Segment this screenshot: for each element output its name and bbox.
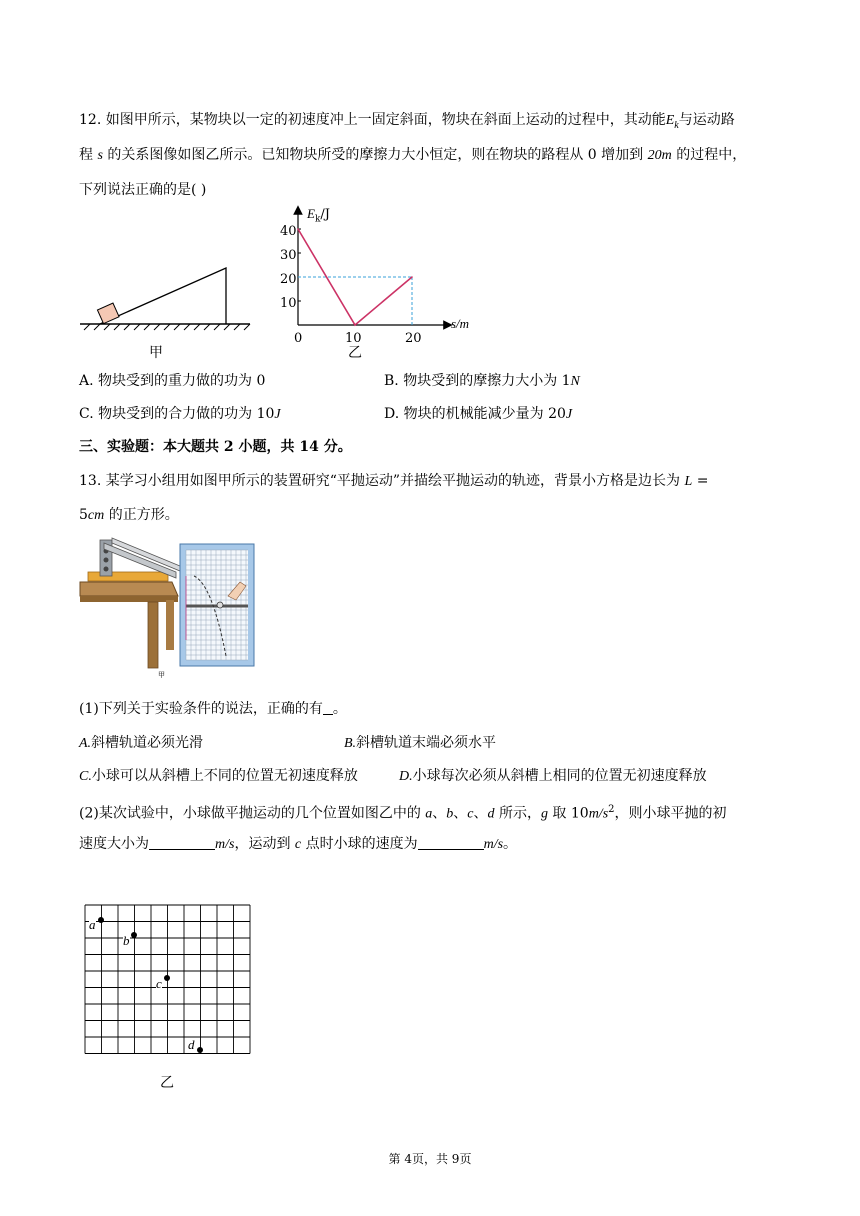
q12-line3: 下列说法正确的是( ) (79, 182, 207, 198)
graph-ylabel-sub: k (314, 214, 321, 225)
graph-xlabel-text: s/m (451, 316, 470, 331)
q13-option-d-text: 小球每次必须从斜槽上相同的位置无初速度释放 (412, 768, 707, 784)
point-b-var: b (446, 806, 454, 822)
q13-option-c-text: 小球可以从斜槽上不同的位置无初速度释放 (91, 768, 358, 784)
graph-ylabel (307, 204, 330, 230)
q13-line1 (79, 471, 708, 492)
graph-xtick-20: 20 (405, 331, 422, 346)
block (97, 303, 119, 324)
grid-board (180, 544, 254, 666)
table (80, 582, 178, 668)
q12-line2-c: 的过程中， (671, 147, 747, 163)
graph-xtick-0: 0 (294, 331, 303, 346)
point-a-var: a (425, 806, 433, 822)
q13-part2-line2 (79, 834, 517, 855)
grid-label-b: b (123, 933, 130, 948)
point-d-var: d (487, 806, 495, 822)
q13-option-b-letter: B. (344, 736, 357, 751)
q13-part2-line2-d: 。 (503, 836, 518, 852)
sep-1: 、 (432, 805, 447, 822)
graph-xlabel (451, 314, 469, 335)
q12-option-d (384, 404, 572, 425)
grid-label-c: c (156, 976, 162, 991)
ground-hatching (84, 324, 250, 330)
g-unit-exp: 2 (608, 804, 615, 815)
q13-option-c (79, 766, 358, 787)
dist-value: 20m (647, 148, 672, 163)
ek-data-point (297, 228, 299, 230)
q12-option-b (384, 371, 580, 392)
q12-line1-b: 与运动路 (678, 112, 735, 128)
q13-line2-b: 的正方形。 (104, 507, 179, 523)
q12-line2 (79, 145, 746, 166)
grid-label-d: d (188, 1037, 195, 1052)
q13-part1 (79, 699, 347, 719)
graph-ylabel-unit: /J (320, 207, 331, 222)
section-3-header: 三、实验题：本大题共 2 小题，共 14 分。 (79, 439, 352, 455)
q13-option-a (79, 733, 203, 754)
answer-blank-1[interactable] (323, 700, 333, 715)
q12-line1-a: 12. 如图甲所示，某物块以一定的初速度冲上一固定斜面，物块在斜面上运动的过程中，其动能 (79, 112, 666, 128)
ek-series-line (298, 229, 412, 325)
q12-option-d-unit: J (565, 407, 573, 422)
q12-line2-b: 的关系图像如图乙所示。已知物块所受的摩擦力大小恒定，则在物块的路程从 0 增加到 (102, 147, 648, 163)
point-d (197, 1047, 203, 1053)
q12-option-a: A. 物块受到的重力做的功为 0 (79, 373, 266, 389)
q13-option-a-text: 斜槽轨道必须光滑 (91, 735, 204, 751)
q13-part2-b: 所示， (494, 805, 541, 822)
q12-option-b-text: B. 物块受到的摩擦力大小为 1 (384, 373, 571, 389)
q13-part2-a: (2)某次试验中，小球做平抛运动的几个位置如图乙中的 (79, 805, 426, 822)
q12-option-c-text: C. 物块受到的合力做的功为 10 (79, 406, 275, 422)
graph-ylabel-e: E (307, 206, 315, 221)
ek-symbol: E (665, 113, 675, 128)
ek-data-point (354, 324, 356, 326)
point-c (164, 975, 170, 981)
q13-option-b-text: 斜槽轨道末端必须水平 (356, 735, 497, 751)
q12-line1 (79, 110, 735, 136)
q13-part1-end: 。 (332, 701, 347, 717)
chute (88, 538, 180, 581)
figure-jia-caption: 甲 (149, 345, 163, 361)
figure-yi-caption: 乙 (348, 345, 362, 361)
point-c-var: c (467, 806, 474, 822)
c-var: c (294, 837, 302, 852)
graph-ytick-10: 10 (280, 296, 297, 311)
ek-data-point (411, 276, 413, 278)
q12-option-d-text: D. 物块的机械能减少量为 20 (384, 406, 566, 422)
unit-1: m/s (215, 837, 235, 852)
q13-line2 (79, 505, 179, 526)
q13-option-d (399, 766, 707, 787)
q13-part1-text: (1)下列关于实验条件的说法，正确的有 (79, 701, 323, 717)
g-unit: m/s (588, 806, 609, 822)
q13-option-c-letter: C. (79, 769, 92, 784)
q13-line1-a: 13. 某学习小组用如图甲所示的装置研究“平抛运动”并描绘平抛运动的轨迹，背景小方格是边长为 (79, 473, 685, 489)
q13-option-a-letter: A. (79, 736, 92, 751)
q13-option-b (344, 733, 496, 754)
s-symbol: s (97, 148, 103, 163)
point-a (98, 917, 104, 923)
apparatus-caption: 甲 (158, 671, 165, 679)
q12-line2-a: 程 (79, 147, 98, 163)
grid-label-a: a (89, 917, 96, 932)
graph-ytick-20: 20 (280, 272, 297, 287)
q13-part2-line2-a: 速度大小为 (79, 836, 149, 852)
graph-xtick-10: 10 (345, 331, 362, 346)
q12-option-b-unit: N (570, 374, 580, 389)
grid-caption: 乙 (160, 1075, 174, 1091)
q13-line2-a: 5 (79, 507, 88, 523)
point-b (131, 932, 137, 938)
q13-part2-d: ，则小球平抛的初 (614, 805, 727, 822)
q13-part2-line2-b: ，运动到 (234, 836, 295, 852)
q13-part2-c: 取 (547, 805, 571, 822)
answer-blank-initial-speed[interactable] (149, 835, 215, 850)
q13-line1-b: = (692, 473, 709, 489)
q13-option-d-letter: D. (399, 769, 413, 784)
ek-subscript: k (674, 119, 679, 131)
graph-ytick-40: 40 (280, 224, 297, 239)
q12-option-c (79, 404, 281, 425)
g-value: 10 (570, 805, 589, 822)
unit-2: m/s (483, 837, 504, 852)
q13-part2-line2-c: 点时小球的速度为 (301, 836, 418, 852)
graph-ytick-30: 30 (280, 248, 297, 263)
g-var: g (540, 806, 548, 822)
cm-unit: cm (87, 508, 105, 523)
incline-diagram (80, 268, 250, 330)
q13-part2-line1 (79, 800, 727, 825)
L-symbol: L (684, 474, 693, 489)
sep-3: 、 (473, 805, 488, 822)
page-footer: 第 4页，共 9页 (388, 1152, 472, 1166)
sep-2: 、 (453, 805, 468, 822)
answer-blank-speed-c[interactable] (418, 835, 484, 850)
q12-option-c-unit: J (274, 407, 281, 422)
